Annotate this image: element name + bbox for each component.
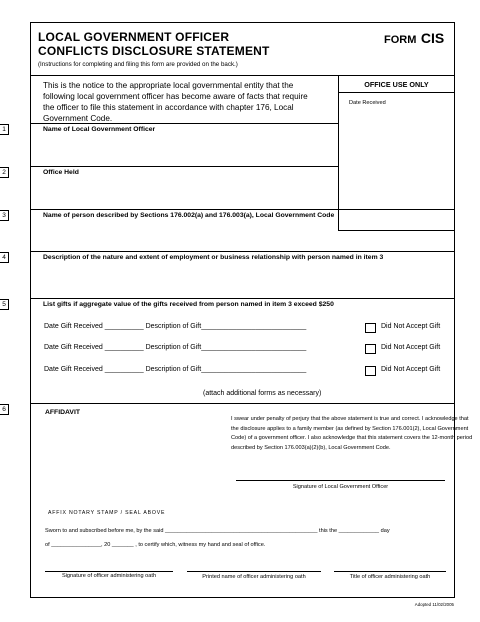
did-not-accept-checkbox-2[interactable] xyxy=(365,344,376,354)
affidavit-label: AFFIDAVIT xyxy=(45,409,80,416)
section4-top-line xyxy=(30,251,455,252)
instructions-note: (Instructions for completing and filing this form are provided on the back.) xyxy=(38,61,238,68)
admin-signature-line[interactable] xyxy=(45,571,173,572)
form-code-value: CIS xyxy=(420,30,445,46)
did-not-accept-checkbox-1[interactable] xyxy=(365,323,376,333)
notary-stamp-label: AFFIX NOTARY STAMP / SEAL ABOVE xyxy=(48,510,166,516)
gift-row-1[interactable]: Date Gift Received __________ Description of Gift___________________________ xyxy=(44,323,307,330)
section4-number: 4 xyxy=(0,252,9,263)
section5-number: 5 xyxy=(0,299,9,310)
section3-top-line xyxy=(30,209,455,210)
section2-top-line xyxy=(30,166,338,167)
office-use-box xyxy=(338,75,455,231)
affidavit-line3: Code) of a government officer. I also acknowledge that this statement covers the 12-month period xyxy=(231,435,473,442)
notice-text xyxy=(43,80,308,124)
affidavit-line4: described by Section 176.003(a)(2)(b), Local Government Code. xyxy=(231,444,391,451)
did-not-accept-label-3: Did Not Accept Gift xyxy=(381,366,441,373)
officer-signature-label: Signature of Local Government Officer xyxy=(292,484,389,490)
notice-line3: the officer to file this statement in accordance with chapter 176, Local xyxy=(43,103,294,112)
did-not-accept-label-1: Did Not Accept Gift xyxy=(381,323,441,330)
notice-line4: Government Code. xyxy=(43,114,113,123)
form-title-line1: LOCAL GOVERNMENT OFFICER xyxy=(38,30,230,44)
admin-printed-name-line[interactable] xyxy=(187,571,321,572)
affidavit-text xyxy=(231,415,472,453)
adopted-date: Adopted 11/02/2005 xyxy=(414,602,454,607)
admin-printed-name-label: Printed name of officer administering oath xyxy=(202,574,306,580)
section5-top-line xyxy=(30,298,455,299)
admin-title-label: Title of officer administering oath xyxy=(349,574,431,580)
section4-label: Description of the nature and extent of employment or business relationship with person named in item 3 xyxy=(43,254,384,261)
section2-number: 2 xyxy=(0,167,9,178)
section1-label: Name of Local Government Officer xyxy=(43,126,156,133)
admin-signature-label: Signature of officer administering oath xyxy=(61,573,157,579)
section6-top-line xyxy=(30,403,455,404)
section1-number: 1 xyxy=(0,124,9,135)
section1-top-line xyxy=(30,123,338,124)
section2-label: Office Held xyxy=(43,169,79,176)
gift-row-3[interactable]: Date Gift Received __________ Description of Gift___________________________ xyxy=(44,366,307,373)
section6-number: 6 xyxy=(0,404,9,415)
form-code xyxy=(384,30,444,48)
admin-title-line[interactable] xyxy=(334,571,446,572)
attach-note: (attach additional forms as necessary) xyxy=(203,390,322,397)
section5-label: List gifts if aggregate value of the gifts received from person named in item 3 exceed $250 xyxy=(43,301,334,308)
gift-row-2[interactable]: Date Gift Received __________ Description of Gift___________________________ xyxy=(44,344,307,351)
date-received-label: Date Received xyxy=(349,100,386,106)
section3-number: 3 xyxy=(0,210,9,221)
section3-label: Name of person described by Sections 176.002(a) and 176.003(a), Local Government Code xyxy=(43,212,335,219)
did-not-accept-label-2: Did Not Accept Gift xyxy=(381,344,441,351)
of-date-line[interactable]: of ________________, 20 _______ , to certify which, witness my hand and seal of office. xyxy=(45,542,266,548)
sworn-line[interactable]: Sworn to and subscribed before me, by the said _________________________________________________ this the _____________ day xyxy=(45,528,390,534)
office-use-divider xyxy=(338,92,455,93)
officer-signature-line[interactable] xyxy=(236,480,445,481)
affidavit-line2: the disclosure applies to a family member (as defined by Section 176.001(2), Local Government xyxy=(231,425,469,432)
notice-line2: following local government officer has become aware of facts that require xyxy=(43,92,308,101)
form-prefix: FORM xyxy=(384,34,417,46)
affidavit-line1: I swear under penalty of perjury that the above statement is true and correct. I acknowledge that xyxy=(231,416,469,422)
form-title-line2: CONFLICTS DISCLOSURE STATEMENT xyxy=(38,44,270,58)
office-use-title: OFFICE USE ONLY xyxy=(364,80,429,89)
notice-line1: This is the notice to the appropriate local governmental entity that the xyxy=(43,81,294,90)
did-not-accept-checkbox-3[interactable] xyxy=(365,366,376,376)
